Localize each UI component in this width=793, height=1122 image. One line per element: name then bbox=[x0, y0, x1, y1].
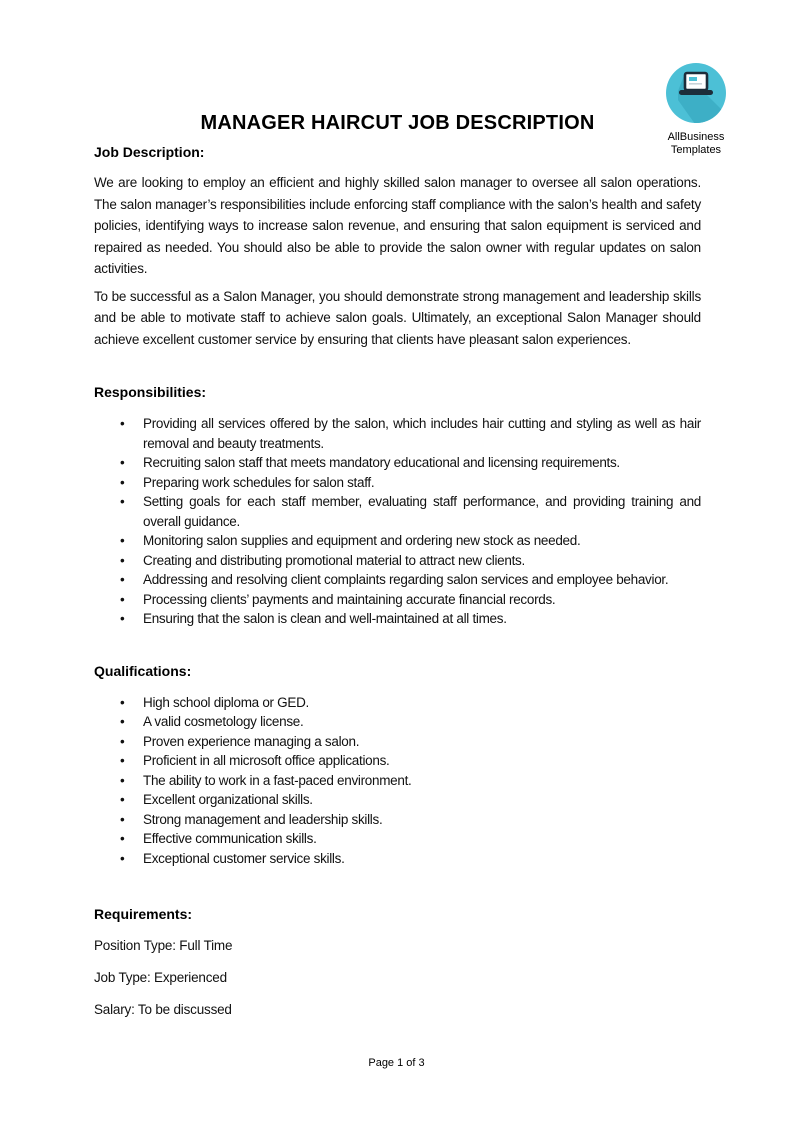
qualifications-list bbox=[94, 693, 701, 869]
list-item: • The ability to work in a fast-paced environment. bbox=[120, 771, 701, 791]
list-item: • Proficient in all microsoft office applications. bbox=[120, 751, 701, 771]
job-description-heading: Job Description: bbox=[94, 144, 205, 160]
responsibilities-list bbox=[94, 414, 701, 629]
position-type-line: Position Type: Full Time bbox=[94, 938, 233, 953]
list-item: • Strong management and leadership skills. bbox=[120, 810, 701, 830]
list-item: • Preparing work schedules for salon staff. bbox=[120, 473, 701, 493]
list-item: • A valid cosmetology license. bbox=[120, 712, 701, 732]
requirements-heading: Requirements: bbox=[94, 906, 193, 922]
page-title: MANAGER HAIRCUT JOB DESCRIPTION bbox=[200, 112, 595, 134]
list-item: • Monitoring salon supplies and equipment and ordering new stock as needed. bbox=[120, 531, 701, 551]
job-type-line: Job Type: Experienced bbox=[94, 970, 227, 985]
job-description-paragraph: To be successful as a Salon Manager, you should demonstrate strong management and leadership skills and be able to motivate staff to achieve salon goals. Ultimately, an exceptional Salon Manager should achieve excellent customer service by ensuring that clients have pleasant salon experiences. bbox=[94, 288, 701, 347]
page-number: Page 1 of 3 bbox=[368, 1057, 425, 1069]
logo-text-line2: Templates bbox=[670, 144, 722, 156]
list-item: • Effective communication skills. bbox=[120, 829, 701, 849]
qualifications-heading: Qualifications: bbox=[94, 662, 192, 679]
list-item: • Ensuring that the salon is clean and well-maintained at all times. bbox=[120, 609, 701, 629]
list-item: • Proven experience managing a salon. bbox=[120, 732, 701, 752]
list-item: • Setting goals for each staff member, evaluating staff performance, and providing training and overall guidance. bbox=[120, 492, 701, 531]
list-item: • Exceptional customer service skills. bbox=[120, 849, 701, 869]
logo-text-line1: AllBusiness bbox=[667, 131, 725, 143]
salary-line: Salary: To be discussed bbox=[94, 1002, 232, 1017]
document-body bbox=[94, 0, 701, 1020]
list-item: • Addressing and resolving client complaints regarding salon services and employee behavior. bbox=[120, 570, 701, 590]
list-item: • Excellent organizational skills. bbox=[120, 790, 701, 810]
list-item: • Processing clients’ payments and maintaining accurate financial records. bbox=[120, 590, 701, 610]
list-item: • Recruiting salon staff that meets mandatory educational and licensing requirements. bbox=[120, 453, 701, 473]
list-item: • Creating and distributing promotional material to attract new clients. bbox=[120, 551, 701, 571]
list-item: • High school diploma or GED. bbox=[120, 693, 701, 713]
job-description-paragraph: We are looking to employ an efficient and highly skilled salon manager to oversee all salon operations. The salon manager’s responsibilities include enforcing staff compliance with the salon’s health and safety policies, identifying ways to increase salon revenue, and ensuring that salon equipment is serviced and repaired as needed. You should also be able to provide the salon owner with regular updates on salon activities. bbox=[94, 175, 701, 276]
list-item: • Providing all services offered by the salon, which includes hair cutting and styling as well as hair removal and beauty treatments. bbox=[120, 414, 701, 453]
responsibilities-heading: Responsibilities: bbox=[94, 384, 207, 400]
